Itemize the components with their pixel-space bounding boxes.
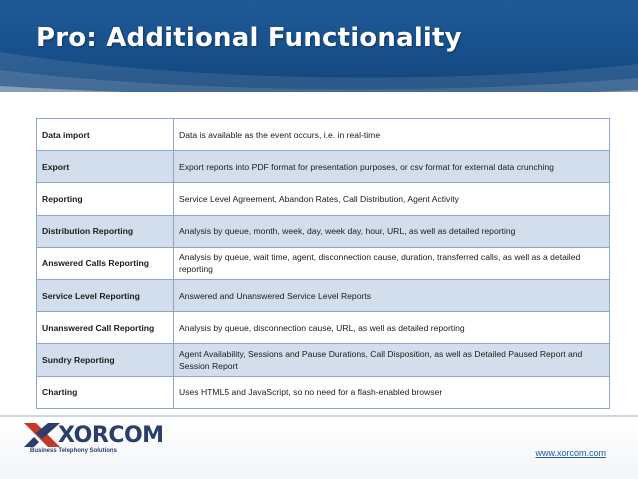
table-row <box>37 215 610 247</box>
xorcom-logo <box>22 423 164 459</box>
logo-wordmark: XORCOM <box>58 423 164 448</box>
table-row <box>37 344 610 376</box>
table-row <box>37 183 610 215</box>
functionality-table <box>36 118 610 409</box>
table-row <box>37 376 610 408</box>
table-row <box>37 279 610 311</box>
description-cell: Analysis by queue, disconnection cause, URL, as well as detailed reporting <box>174 312 610 344</box>
feature-cell: Charting <box>37 376 174 408</box>
logo-tagline: Business Telephony Solutions <box>30 448 117 454</box>
description-cell: Answered and Unanswered Service Level Reports <box>174 279 610 311</box>
feature-cell: Sundry Reporting <box>37 344 174 376</box>
feature-cell: Unanswered Call Reporting <box>37 312 174 344</box>
header-band <box>0 0 638 92</box>
description-cell: Uses HTML5 and JavaScript, so no need for a flash-enabled browser <box>174 376 610 408</box>
website-link[interactable]: www.xorcom.com <box>535 448 606 458</box>
description-cell: Data is available as the event occurs, i.e. in real-time <box>174 119 610 151</box>
logo-x-icon <box>22 421 62 449</box>
table-row <box>37 119 610 151</box>
description-cell: Export reports into PDF format for presentation purposes, or csv format for external data crunching <box>174 151 610 183</box>
feature-cell: Service Level Reporting <box>37 279 174 311</box>
table-row <box>37 247 610 279</box>
feature-cell: Distribution Reporting <box>37 215 174 247</box>
description-cell: Service Level Agreement, Abandon Rates, Call Distribution, Agent Activity <box>174 183 610 215</box>
feature-cell: Reporting <box>37 183 174 215</box>
feature-cell: Export <box>37 151 174 183</box>
feature-cell: Data import <box>37 119 174 151</box>
description-cell: Analysis by queue, month, week, day, week day, hour, URL, as well as detailed reporting <box>174 215 610 247</box>
feature-cell: Answered Calls Reporting <box>37 247 174 279</box>
table-row <box>37 312 610 344</box>
description-cell: Analysis by queue, wait time, agent, disconnection cause, duration, transferred calls, as well as a detailed reporting <box>174 247 610 279</box>
table-row <box>37 151 610 183</box>
description-cell: Agent Availability, Sessions and Pause Durations, Call Disposition, as well as Detailed Paused Report and Session Report <box>174 344 610 376</box>
page-title: Pro: Additional Functionality <box>36 23 462 53</box>
